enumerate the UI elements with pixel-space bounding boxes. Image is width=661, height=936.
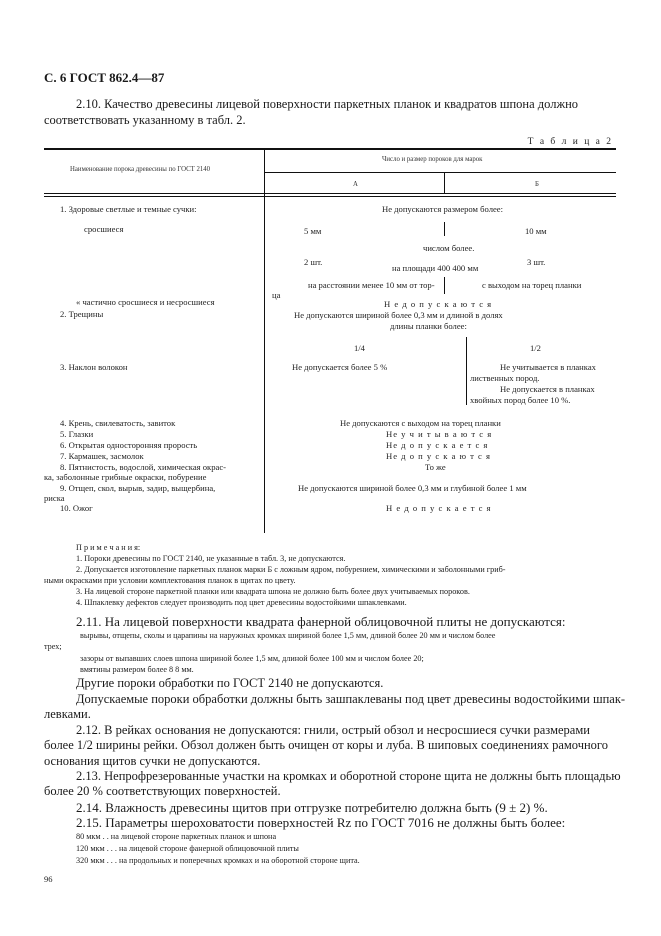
row-1-a-count: 2 шт. <box>304 257 323 267</box>
row-8-name-l1: 8. Пятнистость, водослой, химическая окрас- <box>60 462 227 472</box>
header-col-group: Число и размер пороков для марок <box>382 156 483 163</box>
table-caption: Т а б л и ц а 2 <box>527 137 613 147</box>
row-1-name: 1. Здоровые светлые и темные сучки: <box>60 204 197 214</box>
row-7-value: Не д о п у с к а ю т с я <box>386 451 491 461</box>
row-1a-name: сросшиеся <box>84 224 124 234</box>
para-2-13-l1: 2.13. Непрофрезерованные участки на кромках и оборотной стороне щита не должны быть площадью <box>76 769 621 783</box>
row-1-ab-divider-2 <box>444 277 445 294</box>
row-9-name-l2: риска <box>44 493 65 503</box>
row-7-name: 7. Кармашек, засмолок <box>60 451 144 461</box>
para-2-11-other: Другие пороки обработки по ГОСТ 2140 не допускаются. <box>76 676 384 690</box>
row-10-name: 10. Ожог <box>60 503 93 513</box>
para-2-11-item-3: вмятины размером более 8 8 мм. <box>80 665 194 674</box>
note-2-l1: 2. Допускается изготовление паркетных планок марки Б с ложным ядром, побурением, химическими и заболонными гриб- <box>76 565 506 574</box>
row-1-count-label: числом более. <box>423 243 475 253</box>
row-1-area: на площади 400 400 мм <box>392 263 479 273</box>
row-3-b-l2: лиственных пород. <box>470 373 540 383</box>
table-ab-divider <box>444 172 445 194</box>
row-2-name: 2. Трещины <box>60 309 104 319</box>
para-2-12-l1: 2.12. В рейках основания не допускаются: гнили, острый обзол и несросшиеся сучки размерами <box>76 723 590 737</box>
header-col-a: А <box>353 181 358 188</box>
row-1-b-exit: с выходом на торец планки <box>482 280 582 290</box>
row-1-a-distance: на расстоянии менее 10 мм от тор- <box>308 280 435 290</box>
note-1: 1. Пороки древесины по ГОСТ 2140, не указанные в табл. 3, не допускаются. <box>76 554 346 563</box>
para-2-11-allowed-l2: левками. <box>44 707 91 721</box>
row-3-b-l1: Не учитывается в планках <box>500 362 596 372</box>
header-col-b: Б <box>535 181 539 188</box>
row-3-a: Не допускается более 5 % <box>292 362 388 372</box>
page-number: 96 <box>44 874 53 884</box>
row-8-value: То же <box>425 462 446 472</box>
row-2-l1: Не допускаются шириной более 0,3 мм и длиной в долях <box>294 310 503 320</box>
row-9-name-l1: 9. Отщеп, скол, вырыв, задир, выщербина, <box>60 483 216 493</box>
table-vertical-divider <box>264 149 265 533</box>
notes-title: П р и м е ч а н и я: <box>76 543 141 552</box>
row-4-value: Не допускаются с выходом на торец планки <box>340 418 501 428</box>
row-9-value: Не допускаются шириной более 0,3 мм и глубиной более 1 мм <box>298 483 527 493</box>
note-3: 3. На лицевой стороне паркетной планки или квадрата шпона не должно быть более двух учитываемых пороков. <box>76 587 470 596</box>
note-2-l2: ными окрасками при условии комплектования планок в щитах по цвету. <box>44 576 296 585</box>
row-1-a-size: 5 мм <box>304 226 322 236</box>
row-5-value: Не у ч и т ы в а ю т с я <box>386 429 493 439</box>
header-col-name: Наименование порока древесины по ГОСТ 2140 <box>70 166 211 173</box>
para-2-15-item-2: 120 мкм . . . на лицевой стороне фанерной облицовочной плиты <box>76 844 299 853</box>
page-header: С. 6 ГОСТ 862.4—87 <box>44 70 165 85</box>
para-2-15-item-3: 320 мкм . . . на продольных и поперечных кромках и на оборотной стороне щита. <box>76 856 360 865</box>
row-1-a-distance-cont: ца <box>272 290 281 300</box>
para-2-12-l2: более 1/2 ширины рейки. Обзол должен быть очищен от коры и луба. В шиповых соединениях рамочного <box>44 738 608 752</box>
row-2-3-ab-divider <box>466 337 467 405</box>
row-2-l2: длины планки более: <box>390 321 467 331</box>
para-2-15-title: 2.15. Параметры шероховатости поверхностей Rz по ГОСТ 7016 не должны быть более: <box>76 815 566 830</box>
row-3-b-l4: хвойных пород более 10 %. <box>470 395 571 405</box>
para-2-10-line1: 2.10. Качество древесины лицевой поверхности паркетных планок и квадратов шпона должно <box>76 97 579 111</box>
table-header-rule-1 <box>44 193 616 194</box>
table-header-rule-2 <box>44 196 616 197</box>
note-4: 4. Шпаклевку дефектов следует производить под цвет древесины водостойкими шпаклевками. <box>76 598 407 607</box>
para-2-11-item-2: зазоры от выпавших слоев шпона шириной более 1,5 мм, длиной более 100 мм и числом более 20; <box>80 654 424 663</box>
para-2-13-l2: более 20 % соответствующих поверхностей. <box>44 784 281 798</box>
row-1b-name: « частично сросшиеся и несросшиеся <box>76 297 215 307</box>
row-1b-value: Н е д о п у с к а ю т с я <box>384 299 493 309</box>
para-2-12-l3: основания щитов сучки не допускаются. <box>44 754 261 768</box>
para-2-11-allowed-l1: Допускаемые пороки обработки должны быть зашпаклеваны под цвет древесины водостойкими шпак- <box>76 692 626 706</box>
para-2-11-item-1-cont: трех; <box>44 642 62 651</box>
row-5-name: 5. Глазки <box>60 429 94 439</box>
table-subheader-rule <box>264 172 616 173</box>
row-6-name: 6. Открытая односторонняя прорость <box>60 440 198 450</box>
row-2-b: 1/2 <box>530 343 541 353</box>
para-2-15-item-1: 80 мкм . . на лицевой стороне паркетных планок и шпона <box>76 832 277 841</box>
row-1-b-count: 3 шт. <box>527 257 546 267</box>
row-8-name-l2: ка, заболонные грибные окраски, побурение <box>44 472 207 482</box>
row-6-value: Не д о п у с к а е т с я <box>386 440 489 450</box>
row-3-name: 3. Наклон волокон <box>60 362 128 372</box>
row-1-b-size: 10 мм <box>525 226 547 236</box>
para-2-14: 2.14. Влажность древесины щитов при отгрузке потребителю должна быть (9 ± 2) %. <box>76 800 548 815</box>
row-1-ab-divider <box>444 222 445 236</box>
row-10-value: Н е д о п у с к а е т с я <box>386 503 492 513</box>
table-top-rule <box>44 148 616 150</box>
row-3-b-l3: Не допускается в планках <box>500 384 595 394</box>
para-2-11-title: 2.11. На лицевой поверхности квадрата фанерной облицовочной плиты не допускаются: <box>76 614 566 629</box>
row-2-a: 1/4 <box>354 343 365 353</box>
row-1-span: Не допускаются размером более: <box>382 204 504 214</box>
para-2-10-line2: соответствовать указанному в табл. 2. <box>44 113 246 127</box>
para-2-11-item-1: вырывы, отщепы, сколы и царапины на наружных кромках шириной более 1,5 мм, длиной более 20 мм и числом более <box>80 631 496 640</box>
row-4-name: 4. Крень, свилеватость, завиток <box>60 418 176 428</box>
